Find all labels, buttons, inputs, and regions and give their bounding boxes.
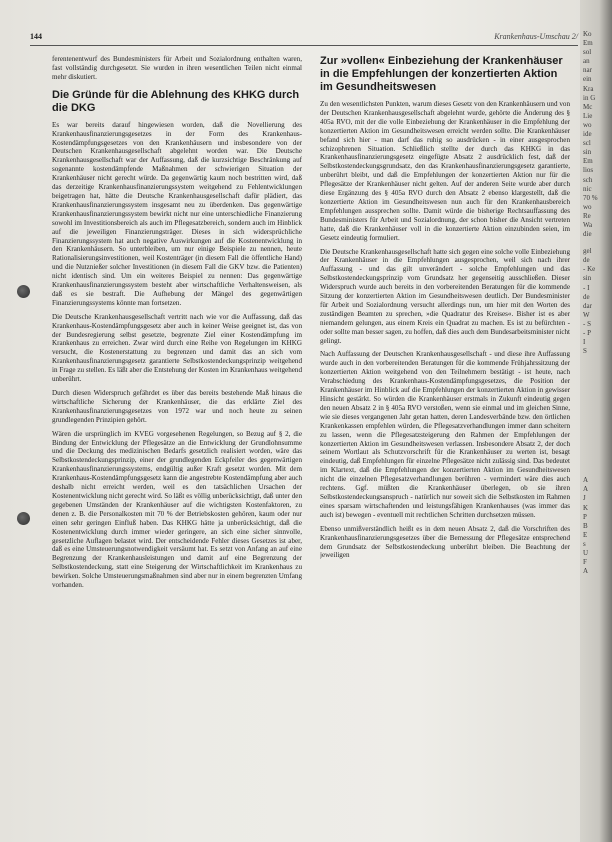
edge-fragment: nic [583, 184, 592, 193]
edge-fragment: sin [583, 148, 592, 157]
edge-fragment: A [583, 567, 589, 576]
edge-fragment: 70 % [583, 193, 598, 202]
right-paragraph: Ebenso unmißverständlich heißt es in dem neuen Absatz 2, daß die Vorschriften des Krankenhausfinanzierungsgesetzes über die Bemessung der Pflegesätze entsprechend dem Grundsatz der Selbstkostendeckung unberührt bleiben. Die Beachtung der jeweiligen [320, 524, 570, 560]
page-number: 144 [30, 32, 42, 41]
edge-fragment: ide [583, 130, 592, 139]
edge-fragment: de [583, 256, 590, 265]
edge-fragment: U [583, 549, 589, 558]
edge-fragment: Mc [583, 102, 593, 111]
edge-fragment: Em [583, 39, 593, 48]
edge-fragment: K [583, 503, 589, 512]
intro-paragraph: ferentenentwurf des Bundesministers für Arbeit und Sozialordnung enthalten waren, fast vollständig durchgesetzt. Sie wurden in ihren wesentlichen Teilen nicht einmal mehr diskutiert. [52, 55, 302, 81]
edge-fragment: in G [583, 93, 596, 102]
edge-fragment: - I [583, 283, 590, 292]
edge-fragment: Kra [583, 84, 594, 93]
running-head: Krankenhaus-Umschau 2/ [494, 32, 578, 41]
edge-fragment: sch [583, 175, 593, 184]
edge-fragment: Ko [583, 30, 592, 38]
edge-fragment: Lie [583, 111, 593, 120]
edge-fragment: A [583, 476, 589, 485]
edge-fragment: W [583, 310, 590, 319]
edge-fragment: s [583, 539, 586, 548]
edge-fragment: Em [583, 157, 593, 166]
edge-fragment: P [583, 512, 587, 521]
edge-fragment: nar [583, 66, 592, 75]
edge-fragment: F [583, 558, 587, 567]
page-header [30, 32, 578, 44]
right-paragraph: Die Deutsche Krankenhausgesellschaft hatte sich gegen eine solche volle Einbeziehung der Krankenhäuser in die Empfehlungen ausgesprochen, weil sich nach ihrer Auffassung - und das gilt unverändert - solche Empfehlungen und das Selbstkostendeckungsprinzip vom Grundsatz her gegenseitig ausschließen. Dieser Widerspruch wurde auch bereits in den vorbereitenden Beratungen für die kommende Sitzung der konzertierten Aktion im Gesundheitswesen deutlich. Der Bundesminister für Arbeit und Sozialordnung versucht allerdings nun, um hier mit den Worten des zuständigen Beamten zu sprechen, »die Quadratur des Kreises«. Bisher ist es aber niemandem gelungen, aus einem Kreis ein Quadrat zu machen. Es ist zu befürchten - oder sollte man besser sagen, zu hoffen, daß dies auch dem Bundesarbeitsminister nicht gelingt. [320, 247, 570, 345]
edge-fragment: de [583, 292, 590, 301]
binder-hole [17, 512, 30, 525]
left-paragraph: Durch diesen Widerspruch gefährdet es über das bereits bestehende Maß hinaus die wirtschaftliche Sicherung der Krankenhäuser, die das erklärte Ziel des Krankenhausfinanzierungsgesetzes von 1972 war und noch heute zu seinen grundlegenden Prinzipien gehört. [52, 389, 302, 424]
edge-fragment: wo [583, 120, 592, 129]
edge-fragment: A [583, 485, 589, 494]
right-column [320, 55, 570, 825]
edge-fragment: sin [583, 274, 592, 283]
edge-fragment: lios [583, 166, 594, 175]
edge-fragment: gel [583, 247, 592, 256]
edge-fragment: scl [583, 139, 591, 148]
right-section-heading: Zur »vollen« Einbeziehung der Krankenhäuser in die Empfehlungen der konzertierten Aktion im Gesundheitswesen [320, 55, 563, 93]
edge-fragment: ein [583, 75, 592, 84]
edge-fragment: - Ke [583, 265, 596, 274]
edge-fragment: Re [583, 211, 591, 220]
edge-fragment: B [583, 521, 588, 530]
header-rule [30, 45, 578, 46]
binder-hole [17, 285, 30, 298]
edge-fragment: die [583, 230, 592, 239]
edge-fragment: - P [583, 329, 591, 337]
left-paragraph: Die Deutsche Krankenhausgesellschaft vertritt nach wie vor die Auffassung, daß das Krankenhaus-Kostendämpfungsgesetz aber auch in keiner Weise geeignet ist, das von der Bundesregierung selbst gesetzte, begrenzte Ziel einer Kostendämpfung im Krankenhaus zu erreichen. Zwar wird durch eine Reihe von Regelungen im KHKG versucht, die Kostenerstattung zu begrenzen und damit das an sich vom Krankenhausfinanzierungsgesetz garantierte Selbstkostendeckungsprinzip weitgehend in Frage zu stellen. Es läßt aber die Entstehung der Kosten im Krankenhaus weitgehend unberührt. [52, 312, 302, 384]
edge-fragment: I [583, 338, 586, 347]
edge-fragment: wo [583, 202, 592, 211]
edge-fragment: sol [583, 48, 592, 57]
left-section-heading: Die Gründe für die Ablehnung des KHKG durch die DKG [52, 88, 300, 114]
edge-fragment: S [583, 347, 587, 356]
right-paragraph: Nach Auffassung der Deutschen Krankenhausgesellschaft - und diese ihre Auffassung wurde auch in den vorbereitenden Beratungen für die kommende Frühjahrssitzung der konzertierten Aktion weitgehend von den Teilnehmern bestätigt - ist heute, nach Verabschiedung des Krankenhaus-Kostendämpfungsgesetzes, die Position der Krankenhäuser im Hinblick auf die Empfehlungen der konzertierten Aktion in gewisser Hinsicht gestärkt. So würden die Krankenhäuser erstmals in Zukunft eindeutig gegen den neuen Absatz 2 in § 405a RVO verstoßen, wenn sie einmal und im gleichen Sinne, wie sie dieses vergangenen Jahr getan hatten, deren Landesverbände bzw. den örtlichen Krankenkassen empfehlen würden, die Pflegesatzverhandlungen immer dann scheitern zu lassen, wenn die Pflegesatzsteigerung den Rahmen der Empfehlungen der konzertierten Aktion im Gesundheitswesen verlassen. Insbesondere Absatz 2, der doch seinem Wortlaut als Schutzvorschrift für die Krankenhäuser zu werten ist, besagt eindeutig, daß Empfehlungen für einzelne Pflegesätze nicht zulässig sind. Das bedeutet im Klartext, daß die Empfehlungen der konzertierten Aktion im Gesundheitswesen nicht die einzelnen Pflegesatzverhandlungen berühren - vermindert wäre dies auch rechtens. Ggf. müßten die Krankenhäuser überlegen, ob sie ihren Selbstkostendeckungsanspruch - natürlich nur soweit sich die Selbstkosten im Rahmen eines sparsam wirtschaftenden und leistungsfähigen Krankenhauses (was immer das auch ist) bewegen - eventuell mit rechtlichen Schritten durchsetzen müssen. [320, 350, 570, 519]
edge-fragment: E [583, 530, 588, 539]
right-paragraph: Zu den wesentlichsten Punkten, warum dieses Gesetz von den Krankenhäusern und von der Deutschen Krankenhausgesellschaft abgelehnt wurde, gehörte die Änderung des § 405a RVO, mit der die volle Einbeziehung der Krankenhäuser in die Empfehlung der konzertierten Aktion im Gesundheitswesen erreicht werden sollte. Die Krankenhäuser befand sich hier - man darf das ruhig so ausdrücken - in einer ausgesprochen schizophrenen Situation. Schließlich stellte der durch das KHKG in das Krankenhausfinanzierungsgesetz eingefügte Absatz 2 ausdrücklich fest, daß der Selbstkostendeckungsgrundsatz, den das Krankenhausfinanzierungsgesetz garantierte, unberührt bleibt, und daß die Empfehlungen der konzertierten Aktion nur für die Pflegesätze der Krankenhäuser nicht gelten. Auf der anderen Seite wurde aber durch diese Ergänzung des § 405a RVO durch den Absatz 2 ebenso klargestellt, daß die konzertierte Aktion im Gesundheitswesen nun auch für den Krankenhausbereich Empfehlungen aussprechen sollte. Damit würde die bisherige Rechtsauffassung des Bundesministers für Arbeit und Sozialordnung, der schon bisher die Ansicht vertreten hatte, daß die Krankenhäuser voll in die konzertierte Aktion einzubinden seien, im Gesetz eindeutig formuliert. [320, 100, 570, 242]
edge-fragment: - S [583, 319, 591, 328]
edge-fragment: an [583, 57, 590, 66]
left-paragraph: Wären die ursprünglich im KVEG vorgesehenen Regelungen, so Bezug auf § 2, die Bindung der Entwicklung der Pflegesätze an die Entwicklung der Grundlohnsumme und die Deckung des medizinischen Bedarfs gesetzlich realisiert worden, wäre das Selbstkostendeckungsprinzip, einer der grundlegenden Eckpfeiler des gegenwärtigen Krankenhausfinanzierungssystems, endgültig außer Kraft gesetzt worden. Mit dem Krankenhaus-Kostendämpfungsgesetz kann die angestrebte Kostendämpfung aber auch deshalb nicht erreicht werden, weil es den tatsächlichen Ursachen der Kostenentwicklung nicht gerecht wird. So läßt es völlig unberücksichtigt, daß unter den gegebenen Umständen der Krankenhäuser auf die wichtigsten Kostenfaktoren, zu denen z. B. die Personalkosten mit 70 % der Betriebskosten gehören, kaum oder nur einen sehr geringen Einfluß haben. Das KHKG hätte ja unberücksichtigt, daß die Kostenentwicklung durch immer wieder geringere, an sich eine sicher sinnvolle, gesetzliche Auflagen belastet wird. Der entscheidende Fehler dieses Gesetzes ist aber, daß es eine Umsteuerungsnotwendigkeit versäumt hat. Es setzt von Anfang an auf eine Begrenzung der Krankenhausleistungen und damit auf eine Begrenzung der Selbstkostendeckung, statt eine Steigerung der Wirtschaftlichkeit im Krankenhaus zu bewirken. Solche Umsteuerungsmaßnahmen sind aber nur in einem begrenzten Umfang vorhanden. [52, 429, 302, 590]
edge-fragment: J [583, 494, 586, 503]
left-column [52, 55, 302, 825]
edge-fragment: Wa [583, 220, 593, 229]
next-page-edge [580, 0, 612, 842]
left-paragraph: Es war bereits darauf hingewiesen worden, daß die Novellierung des Krankenhausfinanzierungsgesetzes in der Form des Krankenhaus-Kostendämpfungsgesetzes von den Krankenhäusern und insbesondere von der Deutschen Krankenhausgesellschaft abgelehnt worden war. Die Deutsche Krankenhausgesellschaft war der Auffassung, daß die kurzsichtige Beschränkung auf sogenannte kostendämpfende Maßnahmen der schwierigen Situation der Krankenhäuser nicht gerecht würde. Da gegenwärtig kaum noch bestritten wird, daß das derzeitige Krankenhausfinanzierungssystem weitgehend zu Fehlentwicklungen beigetragen hat, hätte die Deutsche Krankenhausgesellschaft dafür plädiert, das Krankenhausfinanzierungssystem insgesamt neu zu überdenken. Das gegenwärtige Krankenhausfinanzierungssystem bewirkt nicht nur eine unterschiedliche Finanzierung sowohl im Investitionsbereich als auch im Pflegesatzbereich, sondern auch im Hinblick auf die jeweiligen Finanzierungsträger. Dieses in sich widersprüchliche Finanzierungssystem hat auch negative Auswirkungen auf die Kostenentwicklung in den Krankenhäusern. So unterbleiben, um nur einige Beispiele zu nennen, heute Rationalisierungsinvestitionen, weil Kostenträger (in diesem Fall die öffentliche Hand) und die Nutznießer solcher Investitionen (in diesem Fall die GKV bzw. die Patienten) nicht identisch sind. Um ein weiteres Beispiel zu nennen: Das gegenwärtige Krankenhausfinanzierungssystem besteht aber wirtschaftliche Verhaltensweisen, als daß es sie bestraft. Die Aufhebung der Mängel des gegenwärtigen Finanzierungssystems könnte man fortsetzen. [52, 120, 302, 307]
edge-fragment: dar [583, 301, 592, 310]
